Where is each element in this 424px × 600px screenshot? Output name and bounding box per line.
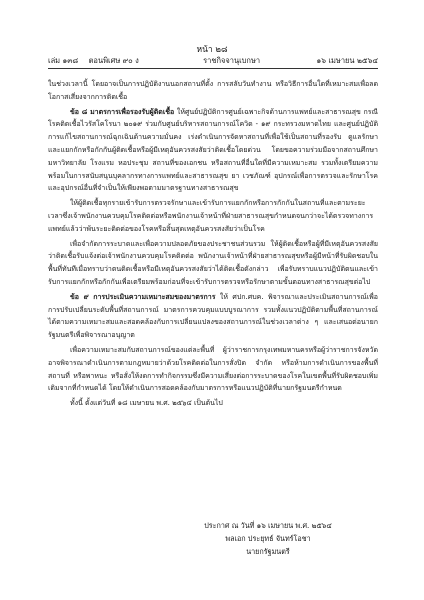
section-title: การประเมินความเหมาะสมของมาตรการ bbox=[93, 291, 216, 301]
signatory-position: นายกรัฐมนตรี bbox=[246, 546, 290, 556]
signature-block bbox=[168, 520, 368, 558]
gazette-name: ราชกิจจานุเบกษา bbox=[203, 56, 261, 65]
header-date: ๑๖ เมษายน ๒๕๖๔ bbox=[316, 56, 378, 65]
issue-number: ตอนพิเศษ ๙๐ ง bbox=[88, 56, 139, 65]
paragraph-effective-date bbox=[48, 397, 378, 410]
signatory-name: พลเอก ประยุทธ์ จันทร์โอชา bbox=[225, 533, 311, 543]
paragraph-text: ให้ผู้ติดเชื้อทุกรายเข้ารับการตรวจรักษาและเข้ารับการแยกกักหรือการกักกันในสถานที่และตามระยะเวลาซึ่งเจ้าพนักงานควบคุมโรคติดต่อหรือพนักงานเจ้าหน้าที่ฝ่ายสาธารณสุขกำหนดจนกว่าจะได้ตรวจทางการแพทย์แล้วว่าพ้นระยะติดต่อของโรคหรือสิ้นสุดเหตุอันควรสงสัยว่าเป็นโรค bbox=[48, 199, 374, 233]
section-title: มาตรการเพื่อรองรับผู้ติดเชื้อ bbox=[90, 106, 175, 116]
section-text: ให้ ศปก.ศบค. พิจารณาและประเมินสถานการณ์เพื่อการปรับเปลี่ยนระดับพื้นที่สถานการณ์ มาตรการควบคุมแบบบูรณาการ รวมทั้งแนวปฏิบัติตามพื้นที่สถานการณ์ได้ตามความเหมาะสมและสอดคล้องกับการเปลี่ยนแปลงของสถานการณ์ในช่วงเวลาต่าง ๆ และเสนอต่อนายกรัฐมนตรีเพื่อพิจารณาอนุญาต bbox=[48, 292, 378, 340]
paragraph-text: ในช่วงเวลานี้ โดยอาจเป็นการปฏิบัติงานนอกสถานที่ตั้ง การสลับวันทำงาน หรือวิธีการอื่นใดที่เหมาะสมเพื่อลดโอกาสเสี่ยงจากการติดเชื้อ bbox=[48, 80, 378, 101]
paragraph-continuation bbox=[48, 78, 378, 104]
header-divider bbox=[48, 68, 378, 69]
section-9 bbox=[48, 291, 378, 342]
header-left bbox=[48, 55, 147, 67]
paragraph-treatment bbox=[48, 197, 378, 235]
paragraph-notification bbox=[48, 238, 378, 289]
paragraph-text: ทั้งนี้ ตั้งแต่วันที่ ๑๘ เมษายน พ.ศ. ๒๕๖๔ เป็นต้นไป bbox=[70, 399, 223, 408]
section-8 bbox=[48, 106, 378, 196]
announcement-date: ประกาศ ณ วันที่ ๑๖ เมษายน พ.ศ. ๒๕๖๔ bbox=[204, 521, 332, 530]
section-text: ให้ศูนย์ปฏิบัติการศูนย์เฉพาะกิจด้านการแพทย์และสาธารณสุข กรณีโรคติดเชื้อไวรัสโคโรนา ๒๐๑๙ ร่วมกับศูนย์บริหารสถานการณ์โควิด - ๑๙ กระทรวงมหาดไทย และศูนย์ปฏิบัติการแก้ไขสถานการณ์ฉุกเฉินด้านความมั่นคง เร่งดำเนินการจัดหาสถานที่เพื่อใช้เป็นสถานที่รองรับ ดูแลรักษา และแยกกักหรือกักกันผู้ติดเชื้อหรือผู้มีเหตุอันควรสงสัยว่าติดเชื้อโดยด่วน โดยขอความร่วมมือจากสถานศึกษา มหาวิทยาลัย โรงแรม หอประชุม สถานที่ของเอกชน หรือสถานที่อื่นใดที่มีความเหมาะสม รวมทั้งเตรียมความพร้อมในการสนับสนุนบุคลากรทางการแพทย์และสาธารณสุข ยา เวชภัณฑ์ อุปกรณ์เพื่อการตรวจและรักษาโรค และอุปกรณ์อื่นที่จำเป็นให้เพียงพอตามมาตรฐานทางสาธารณสุข bbox=[48, 107, 379, 193]
paragraph-governors bbox=[48, 344, 378, 395]
volume-number: เล่ม ๑๓๘ bbox=[48, 56, 79, 65]
paragraph-text: เพื่อความเหมาะสมกับสถานการณ์ของแต่ละพื้นที่ ผู้ว่าราชการกรุงเทพมหานครหรือผู้ว่าราชการจังหวัดอาจพิจารณาดำเนินการตามกฎหมายว่าด้วยโรคติดต่อในการสั่งปิด จำกัด หรือห้ามการดำเนินการของพื้นที่ สถานที่ หรือพาหนะ หรือสั่งให้งดการทำกิจกรรมซึ่งมีความเสี่ยงต่อการระบาดของโรคในเขตพื้นที่รับผิดชอบเพิ่มเติมจากที่กำหนดได้ โดยให้ดำเนินการสอดคล้องกับมาตรการหรือแนวปฏิบัติที่นายกรัฐมนตรีกำหนด bbox=[48, 345, 378, 393]
gazette-header bbox=[48, 55, 378, 67]
paragraph-text: เพื่อจำกัดการระบาดและเพื่อความปลอดภัยของประชาชนส่วนรวม ให้ผู้ติดเชื้อหรือผู้ที่มีเหตุอันควรสงสัยว่าติดเชื้อรับแจ้งต่อเจ้าพนักงานควบคุมโรคติดต่อ พนักงานเจ้าหน้าที่ฝ่ายสาธารณสุขหรือผู้มีหน้าที่รับผิดชอบในพื้นที่ทันทีเมื่อทราบว่าตนติดเชื้อหรือมีเหตุอันควรสงสัยว่าได้ติดเชื้อดังกล่าว เพื่อรับทราบแนวปฏิบัติตนและเข้ารับการแยกกักหรือกักกันเพื่อเตรียมพร้อมก่อนที่จะเข้ารับการตรวจหรือรักษาตามขั้นตอนทางสาธารณสุขต่อไป bbox=[48, 239, 378, 286]
document-body bbox=[48, 78, 378, 412]
section-number: ข้อ ๙ bbox=[70, 291, 89, 301]
section-number: ข้อ ๘ bbox=[70, 106, 88, 116]
page-number: หน้า ๒๘ bbox=[196, 45, 228, 55]
